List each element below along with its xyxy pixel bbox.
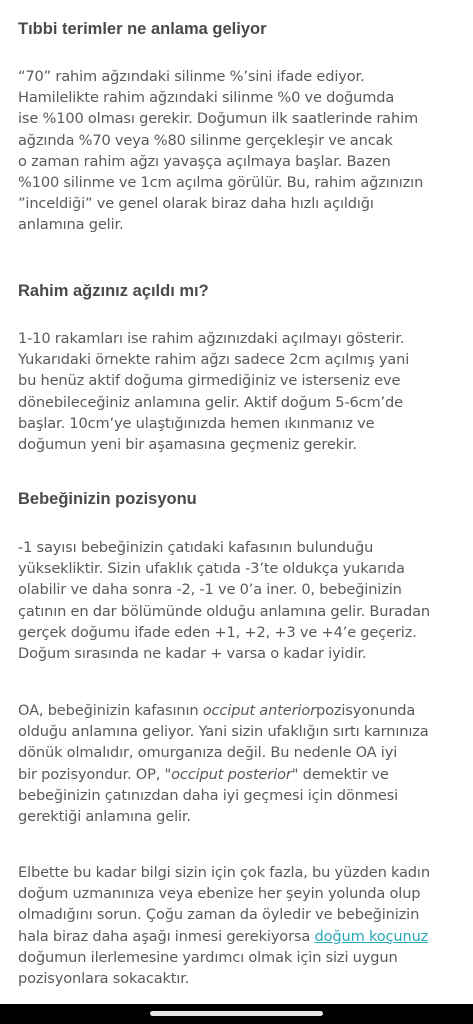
text-line: bebeğinizin çatınızdan daha iyi geçmesi için dönmesi [18, 786, 399, 804]
text-fragment: bir pozisyondur. OP, " [18, 765, 172, 783]
text-fragment: hala biraz daha aşağı inmesi gerekiyorsa [18, 927, 315, 945]
text-line: dönebileceğiniz anlamına gelir. Aktif doğum 5-6cm’de [18, 393, 403, 411]
text-line: ”inceldiği” ve genel olarak biraz daha hızlı açıldığı [18, 195, 374, 213]
text-line: Doğum sırasında ne kadar + varsa o kadar iyidir. [18, 645, 367, 663]
section-heading-dilation: Rahim ağzınız açıldı mı? [18, 282, 209, 300]
text-line [18, 700, 429, 721]
term-occiput-anterior: occiput anterior [202, 702, 316, 719]
home-indicator[interactable] [150, 1011, 323, 1016]
text-line: pozisyonlara sokacaktır. [18, 970, 190, 988]
text-line: dönük olmalıdır, omurganıza değil. Bu nedenle OA iyi [18, 744, 398, 762]
text-line: gerçek doğumu ifade eden +1, +2, +3 ve +4’e geçeriz. [18, 623, 417, 641]
text-line: Hamilelikte rahim ağzındaki silinme %0 ve doğumda [18, 89, 395, 107]
system-navigation-bar [0, 1004, 473, 1024]
birth-coach-link[interactable]: doğum koçunuz [314, 927, 429, 945]
text-line: çatının en dar bölümünde olduğu anlamına gelir. Buradan [18, 602, 430, 620]
text-fragment: " demektir ve [291, 765, 389, 783]
text-line: ise %100 olması gerekir. Doğumun ilk saatlerinde rahim [18, 110, 419, 128]
text-line [18, 764, 429, 785]
text-line: gerektiği anlamına gelir. [18, 808, 191, 826]
text-line [18, 926, 430, 947]
paragraph-occiput [18, 700, 429, 827]
paragraph-coach [18, 862, 430, 989]
text-line: %100 silinme ve 1cm açılma görülür. Bu, rahim ağzınızın [18, 174, 424, 192]
text-line: “70” rahim ağzındaki silinme %’sini ifade ediyor. [18, 68, 365, 85]
text-line: bu henüz aktif doğuma girmediğiniz ve isterseniz eve [18, 372, 401, 390]
text-line: 1-10 rakamları ise rahim ağzınızdaki açılmayı gösterir. [18, 330, 405, 347]
text-fragment: pozisyonunda [315, 702, 416, 719]
text-line: olmadığını sorun. Çoğu zaman da öyledir ve bebeğinizin [18, 906, 420, 924]
term-occiput-posterior: occiput posterior [171, 765, 292, 783]
text-line: -1 sayısı bebeğinizin çatıdaki kafasının bulunduğu [18, 539, 374, 556]
text-line: ağzında %70 veya %80 silinme gerçekleşir ve ancak [18, 131, 393, 149]
section-heading-terms: Tıbbi terimler ne anlama geliyor [18, 20, 267, 38]
text-line: doğumun yeni bir aşamasına geçmeniz gerekir. [18, 436, 357, 454]
text-line: olabilir ve daha sonra -2, -1 ve 0’a iner. 0, bebeğinizin [18, 581, 402, 599]
text-line: o zaman rahim ağzı yavaşça açılmaya başlar. Bazen [18, 152, 391, 170]
paragraph-terms [18, 66, 423, 236]
text-line: doğumun ilerlemesine yardımcı olmak için sizi uygun [18, 948, 398, 966]
section-heading-position: Bebeğinizin pozisyonu [18, 490, 197, 508]
text-line: olduğu anlamına geliyor. Yani sizin ufaklığın sırtı karnınıza [18, 723, 429, 741]
text-fragment: OA, bebeğinizin kafasının [18, 702, 203, 719]
paragraph-station [18, 537, 430, 664]
text-line: doğum uzmanınıza veya ebenize her şeyin yolunda olup [18, 885, 421, 903]
text-line: başlar. 10cm’ye ulaştığınızda hemen ıkınmanız ve [18, 414, 375, 432]
text-line: anlamına gelir. [18, 216, 124, 234]
text-line: yüksekliktir. Sizin ufaklık çatıda -3’te oldukça yukarıda [18, 560, 405, 578]
paragraph-dilation [18, 328, 409, 455]
text-line: Elbette bu kadar bilgi sizin için çok fazla, bu yüzden kadın [18, 864, 430, 881]
text-line: Yukarıdaki örnekte rahim ağzı sadece 2cm açılmış yani [18, 351, 410, 369]
